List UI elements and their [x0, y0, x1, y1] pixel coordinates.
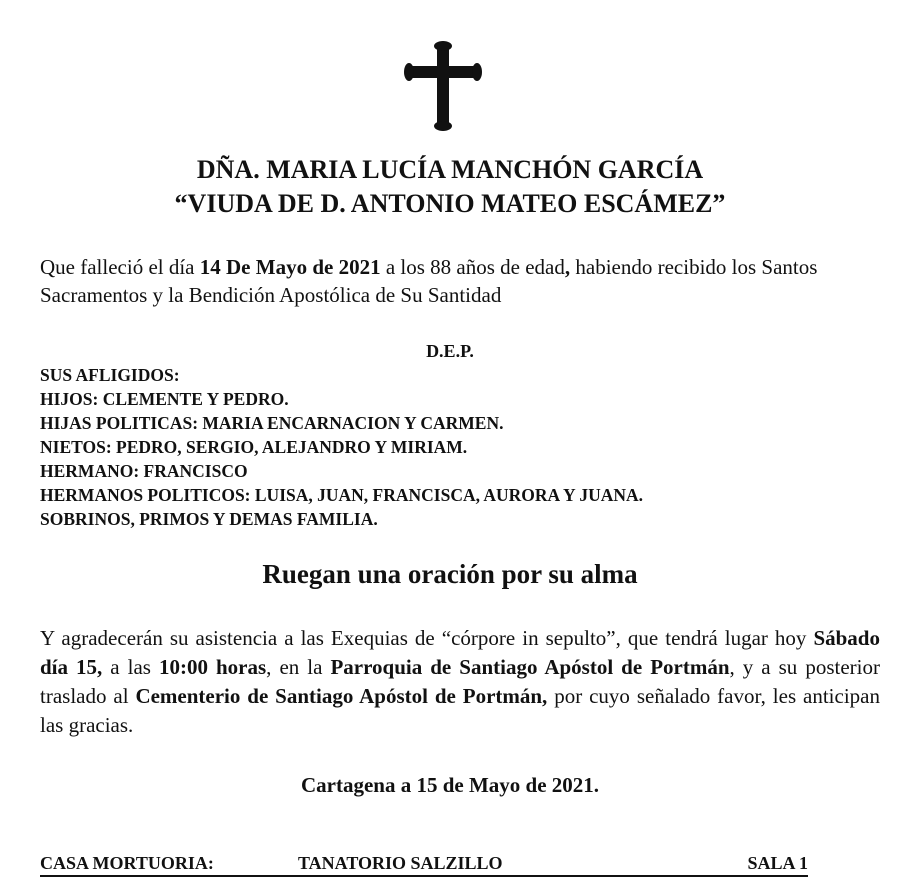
- family-line-sobrinos: SOBRINOS, PRIMOS Y DEMAS FAMILIA.: [40, 509, 378, 529]
- funeral-text-3: , en la: [266, 655, 331, 679]
- family-line-hijos: HIJOS: CLEMENTE Y PEDRO.: [40, 389, 289, 409]
- family-list: [40, 363, 880, 531]
- funeral-time: 10:00 horas: [158, 655, 267, 679]
- intro-text-1: Que falleció el día: [40, 255, 200, 279]
- death-announcement: [40, 253, 880, 309]
- family-line-hijas-politicas: HIJAS POLITICAS: MARIA ENCARNACION Y CARMEN.: [40, 413, 504, 433]
- family-line-hermano: HERMANO: FRANCISCO: [40, 461, 248, 481]
- funeral-day: Sábado día 15,: [40, 626, 880, 679]
- widow-of-line: “VIUDA DE D. ANTONIO MATEO ESCÁMEZ”: [174, 189, 726, 218]
- funeral-home-label: CASA MORTUORIA:: [40, 853, 214, 873]
- deceased-name: DÑA. MARIA LUCÍA MANCHÓN GARCÍA: [196, 155, 704, 184]
- family-line-hermanos-politicos: HERMANOS POLITICOS: LUISA, JUAN, FRANCISCA, AURORA Y JUANA.: [40, 485, 643, 505]
- funeral-home-footer: [40, 852, 808, 877]
- family-line-nietos: NIETOS: PEDRO, SERGIO, ALEJANDRO Y MIRIAM.: [40, 437, 468, 457]
- intro-text-3: habiendo recibido los Santos Sacramentos y la Bendición Apostólica de Su Santidad: [40, 255, 818, 307]
- intro-text-2: a los 88 años de edad: [380, 255, 565, 279]
- family-line-afligidos: SUS AFLIGIDOS:: [40, 365, 180, 385]
- dep-heading: D.E.P.: [426, 341, 474, 361]
- place-and-date: Cartagena a 15 de Mayo de 2021.: [300, 773, 600, 797]
- funeral-cemetery: Cementerio de Santiago Apóstol de Portmán,: [135, 684, 548, 708]
- funeral-text-1: Y agradecerán su asistencia a las Exequias de “córpore in sepulto”, que tendrá lugar hoy: [40, 626, 814, 650]
- death-date: 14 De Mayo de 2021: [199, 255, 381, 279]
- funeral-details: [40, 624, 880, 740]
- funeral-text-4: , y a su posterior traslado al: [40, 655, 880, 708]
- funeral-text-5: por cuyo señalado favor, les anticipan las gracias.: [40, 684, 880, 737]
- funeral-home-room: SALA 1: [747, 853, 808, 873]
- deceased-heading: [0, 153, 900, 221]
- funeral-church: Parroquia de Santiago Apóstol de Portmán: [330, 655, 730, 679]
- prayer-request: Ruegan una oración por su alma: [262, 559, 638, 589]
- funeral-text-2: a las: [102, 655, 159, 679]
- intro-comma: ,: [564, 255, 571, 279]
- latin-cross-icon: [403, 40, 483, 132]
- funeral-home-venue: TANATORIO SALZILLO: [298, 853, 503, 873]
